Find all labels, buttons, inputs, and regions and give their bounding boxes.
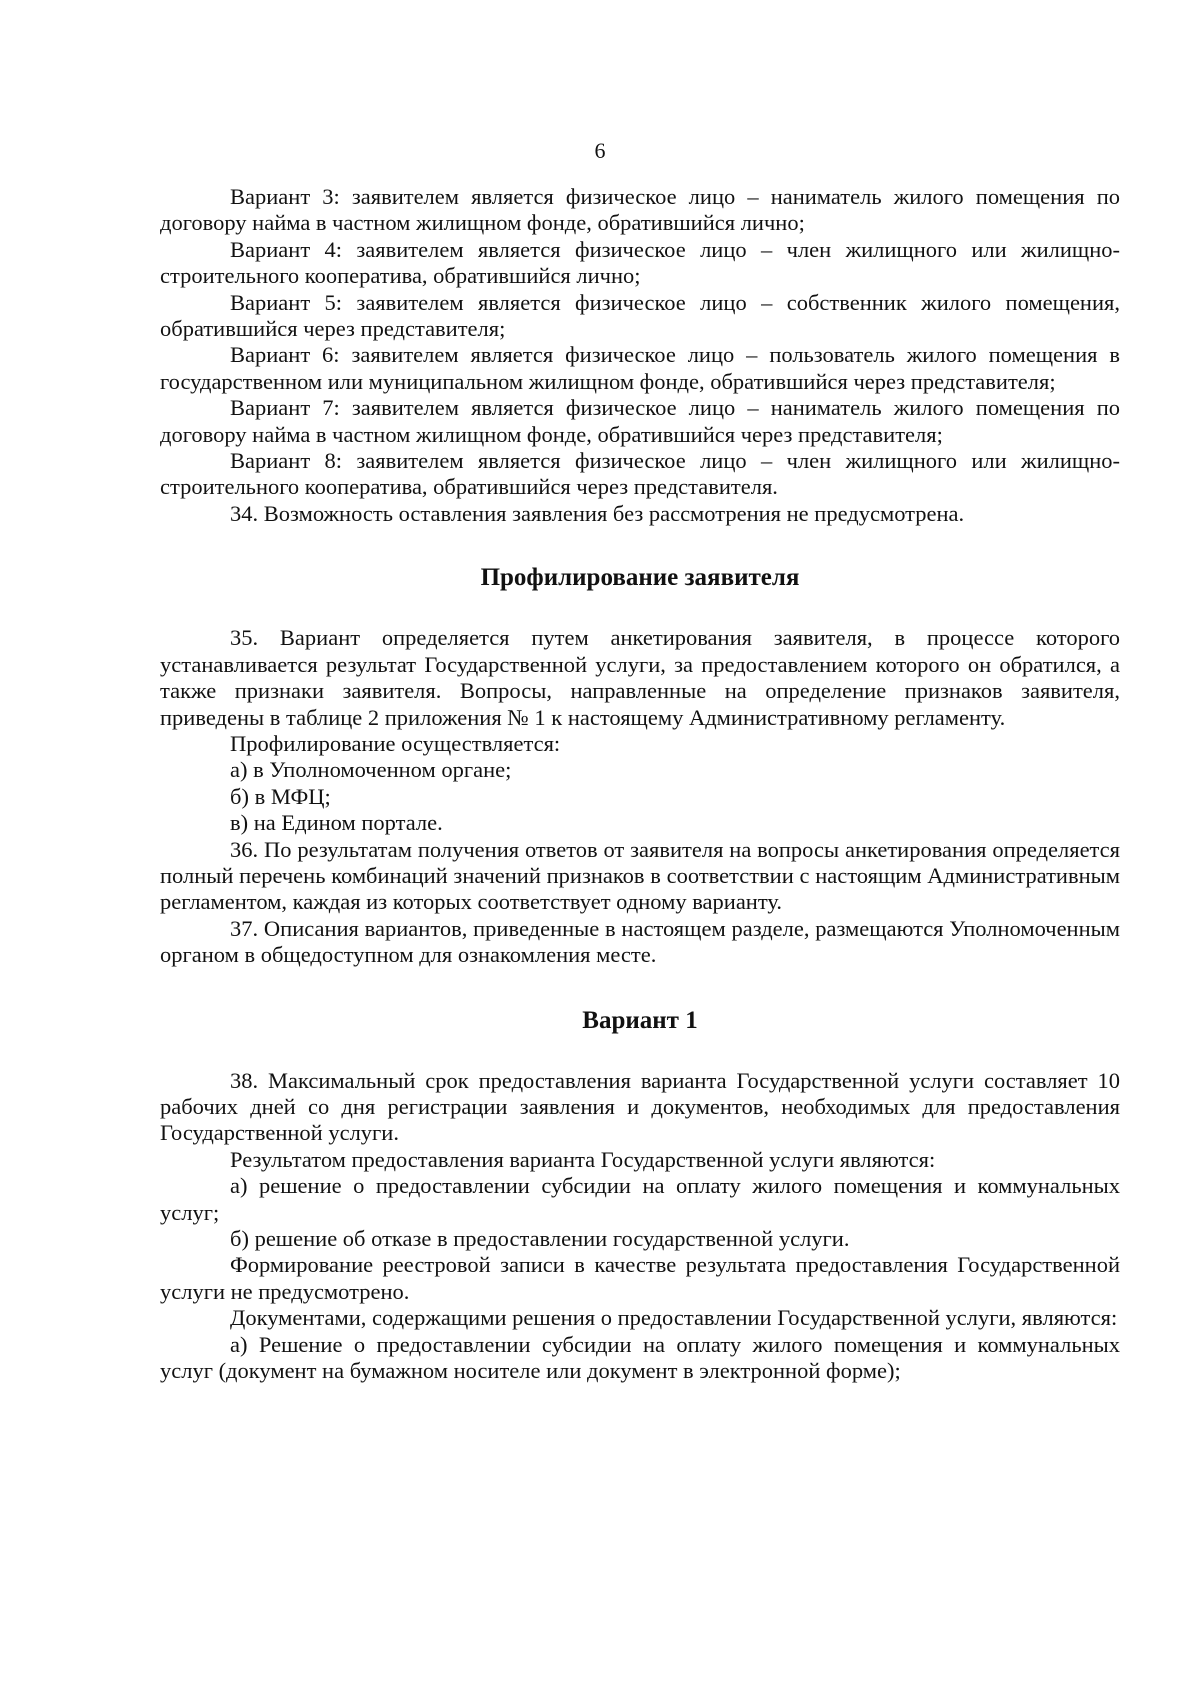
paragraph-36: 36. По результатам получения ответов от заявителя на вопросы анкетирования определяется полный перечень комбинаций значений признаков в соответствии с настоящим Административным регламентом, каждая из которых соответствует одному варианту.	[160, 836, 1120, 915]
paragraph-37: 37. Описания вариантов, приведенные в настоящем разделе, размещаются Уполномоченным органом в общедоступном для ознакомления месте.	[160, 915, 1120, 968]
paragraph-variant-7: Вариант 7: заявителем является физическое лицо – наниматель жилого помещения по договору найма в частном жилищном фонде, обратившийся через представителя;	[160, 395, 1120, 447]
paragraph-variant-8: Вариант 8: заявителем является физическое лицо – член жилищного или жилищно-строительного кооператива, обратившийся через представителя.	[160, 448, 1120, 500]
heading-variant-1: Вариант 1	[582, 1006, 698, 1034]
document-body	[160, 184, 1120, 1384]
list-item-a: а) в Уполномоченном органе;	[230, 757, 512, 783]
paragraph-registry-record: Формирование реестровой записи в качестве результата предоставления Государственной услуги не предусмотрено.	[160, 1252, 1120, 1304]
heading-profiling: Профилирование заявителя	[480, 564, 800, 592]
page-number: 6	[594, 138, 606, 163]
list-item-c: в) на Едином портале.	[230, 810, 443, 836]
paragraph-profiling-intro: Профилирование осуществляется:	[230, 730, 561, 756]
list-item-document-a: а) Решение о предоставлении субсидии на оплату жилого помещения и коммунальных услуг (документ на бумажном носителе или документ в электронной форме);	[160, 1331, 1120, 1384]
paragraph-result-intro: Результатом предоставления варианта Государственной услуги являются:	[230, 1146, 936, 1172]
section-profiling	[160, 625, 1120, 968]
paragraph-variant-4: Вариант 4: заявителем является физическое лицо – член жилищного или жилищно-строительного кооператива, обратившийся лично;	[160, 236, 1120, 289]
paragraph-35: 35. Вариант определяется путем анкетирования заявителя, в процессе которого устанавливается результат Государственной услуги, за предоставлением которого он обратился, а также признаки заявителя. Вопросы, направленные на определение признаков заявителя, приведены в таблице 2 приложения № 1 к настоящему Административному регламенту.	[160, 625, 1120, 730]
paragraph-variant-6: Вариант 6: заявителем является физическое лицо – пользователь жилого помещения в государственном или муниципальном жилищном фонде, обратившийся через представителя;	[160, 342, 1120, 394]
section-variant-1	[160, 1068, 1120, 1385]
paragraph-variant-5: Вариант 5: заявителем является физическое лицо – собственник жилого помещения, обратившийся через представителя;	[160, 289, 1120, 342]
paragraph-documents-intro: Документами, содержащими решения о предоставлении Государственной услуги, являются:	[230, 1305, 1118, 1331]
list-item-result-b: б) решение об отказе в предоставлении государственной услуги.	[230, 1226, 850, 1251]
paragraph-variant-3: Вариант 3: заявителем является физическое лицо – наниматель жилого помещения по договору найма в частном жилищном фонде, обратившийся лично;	[160, 184, 1120, 236]
list-item-result-a: а) решение о предоставлении субсидии на оплату жилого помещения и коммунальных услуг;	[160, 1173, 1120, 1225]
section-variants-list	[160, 184, 1120, 527]
paragraph-38: 38. Максимальный срок предоставления варианта Государственной услуги составляет 10 рабочих дней со дня регистрации заявления и документов, необходимых для предоставления Государственной услуги.	[160, 1067, 1120, 1146]
paragraph-34: 34. Возможность оставления заявления без рассмотрения не предусмотрена.	[230, 500, 965, 526]
list-item-b: б) в МФЦ;	[230, 783, 331, 809]
